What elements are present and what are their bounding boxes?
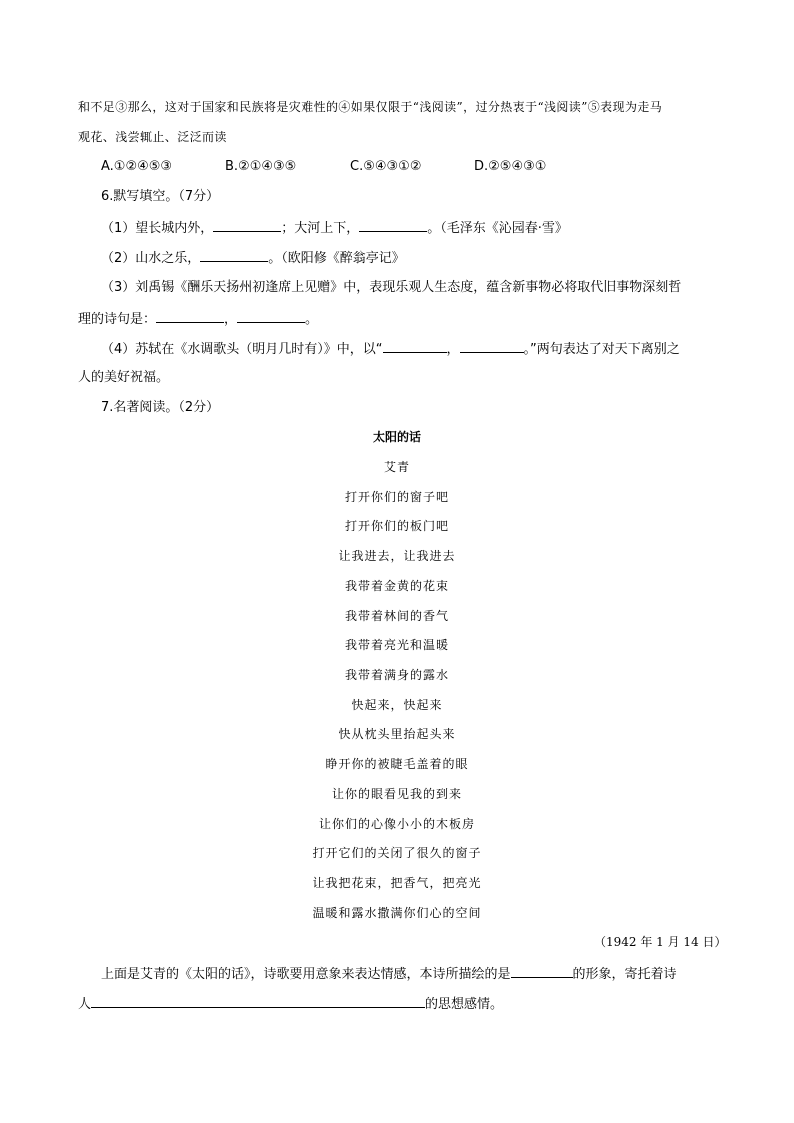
q6-heading: 6.默写填空。（7分） — [101, 189, 220, 204]
q6-item-4-text-b: ， — [446, 342, 460, 357]
q6-item-1-text-a: （1）望长城内外， — [101, 221, 214, 236]
poem-title: 太阳的话 — [372, 430, 421, 444]
q6-item-4-text-c: 。”两句表达了对天下离别之 — [523, 342, 680, 357]
q6-item-4-blank-2 — [460, 339, 524, 353]
q6-item-3-line-2 — [78, 309, 318, 329]
q7-question-text-b: 的形象，寄托着诗 — [572, 967, 677, 982]
q6-item-4-blank-1 — [383, 339, 447, 353]
poem-line: 打开你们的板门吧 — [344, 519, 449, 533]
q6-item-3-line-1: （3）刘禹锡《酬乐天扬州初逢席上见赠》中，表现乐观人生态度，蕴含新事物必将取代旧事物深刻哲 — [101, 280, 682, 295]
poem-author: 艾青 — [383, 460, 410, 474]
q6-item-3-text-a: 理的诗句是： — [78, 312, 157, 327]
q5-sentence-line-2: 观花、浅尝辄止、泛泛而读 — [78, 130, 227, 144]
q6-item-4-line-1 — [101, 339, 680, 359]
poem-line: 快起来，快起来 — [351, 698, 443, 712]
q5-option-b: B.②①④③⑤ — [225, 159, 297, 174]
poem-line: 我带着金黄的花束 — [344, 579, 449, 593]
poem-line: 我带着满身的露水 — [344, 668, 449, 682]
poem-line: 打开它们的关闭了很久的窗子 — [312, 846, 482, 860]
q6-item-3-blank-2 — [237, 309, 305, 323]
q5-option-a: A.①②④⑤③ — [101, 159, 173, 174]
poem-line: 我带着亮光和温暖 — [344, 638, 449, 652]
q6-item-3-text-b: ， — [224, 312, 238, 327]
q5-option-c: C.⑤④③①② — [350, 159, 422, 174]
q6-item-3-blank-1 — [156, 309, 224, 323]
poem-date: （1942 年 1 月 14 日） — [594, 935, 727, 949]
poem-line: 让你的眼看见我的到来 — [331, 787, 462, 801]
q6-item-2-text-a: （2）山水之乐， — [101, 251, 201, 266]
q6-item-2 — [101, 248, 405, 268]
q7-question-text-d: 的思想感情。 — [425, 997, 504, 1012]
q6-item-1-blank-1 — [213, 218, 281, 232]
poem-line: 让我进去，让我进去 — [338, 549, 456, 563]
q6-item-1-text-c: 。（毛泽东《沁园春·雪》 — [427, 221, 568, 236]
poem-line: 打开你们的窗子吧 — [344, 490, 449, 504]
q7-blank-feeling — [91, 994, 425, 1008]
q6-item-3-text-c: 。 — [305, 312, 319, 327]
q7-question-line-1 — [101, 964, 677, 984]
q6-item-1-text-b: ；大河上下， — [281, 221, 360, 236]
q5-options — [101, 158, 601, 176]
poem-line: 快从枕头里抬起头来 — [338, 727, 456, 741]
poem-line: 睁开你的被睫毛盖着的眼 — [325, 757, 469, 771]
q7-blank-image — [511, 964, 573, 978]
q6-item-1-blank-2 — [359, 218, 427, 232]
q6-item-2-text-b: 。（欧阳修《醉翁亭记》 — [268, 251, 405, 266]
q6-item-2-blank-1 — [200, 248, 268, 262]
poem-line: 让你们的心像小小的木板房 — [318, 817, 475, 831]
q6-item-1 — [101, 218, 568, 238]
q7-question-line-2 — [78, 994, 503, 1014]
q5-sentence-line-1: 和不足③那么，这对于国家和民族将是灾难性的④如果仅限于“浅阅读”，过分热衷于“浅阅读”⑤表现为走马 — [78, 100, 663, 114]
q6-item-4-line-2: 人的美好祝福。 — [78, 370, 170, 385]
q6-item-4-text-a: （4）苏轼在《水调歌头（明月几时有）》中，以“ — [101, 342, 383, 357]
q7-heading: 7.名著阅读。（2分） — [101, 400, 220, 415]
poem-line: 让我把花束，把香气，把亮光 — [312, 876, 482, 890]
q7-question-text-c: 人 — [78, 997, 92, 1012]
poem-line: 我带着林间的香气 — [344, 609, 449, 623]
q7-question-text-a: 上面是艾青的《太阳的话》，诗歌要用意象来表达情感，本诗所描绘的是 — [101, 967, 511, 982]
q5-option-d: D.②⑤④③① — [474, 159, 547, 174]
poem-line: 温暖和露水撒满你们心的空间 — [312, 906, 482, 920]
